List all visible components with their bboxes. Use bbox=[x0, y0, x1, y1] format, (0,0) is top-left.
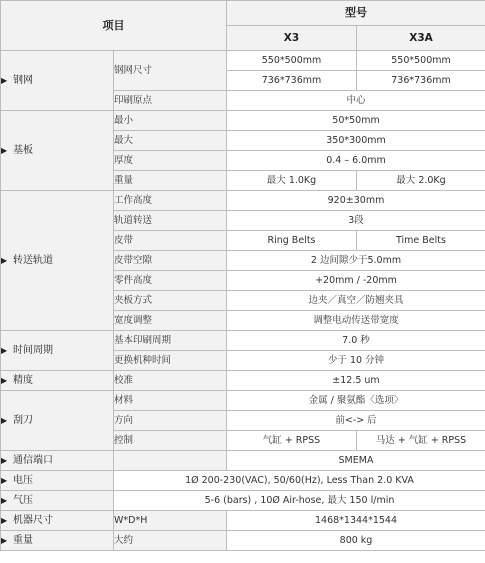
arrow-icon: ▶ bbox=[1, 495, 8, 505]
part-height-value: +20mm / -20mm bbox=[227, 271, 485, 291]
voltage-value: 1Ø 200-230(VAC), 50/60(Hz), Less Than 2.0 KVA bbox=[114, 471, 485, 491]
category-comm bbox=[1, 451, 114, 471]
work-height-label: 工作高度 bbox=[114, 191, 227, 211]
direction-value: 前<-> 后 bbox=[227, 411, 485, 431]
arrow-icon: ▶ bbox=[1, 515, 8, 525]
substrate-min-label: 最小 bbox=[114, 111, 227, 131]
stencil-size-x3-2: 736*736mm bbox=[227, 71, 357, 91]
print-origin-label: 印刷原点 bbox=[114, 91, 227, 111]
arrow-icon: ▶ bbox=[1, 345, 8, 355]
category-label: 精度 bbox=[13, 374, 33, 386]
belt-x3a: Time Belts bbox=[357, 231, 485, 251]
stencil-size-x3a-2: 736*736mm bbox=[357, 71, 485, 91]
category-substrate bbox=[1, 111, 114, 191]
work-height-value: 920±30mm bbox=[227, 191, 485, 211]
category-label: 刮刀 bbox=[13, 414, 33, 426]
belt-gap-label: 皮带空隙 bbox=[114, 251, 227, 271]
material-value: 金属 / 聚氨酯〈选项〉 bbox=[227, 391, 485, 411]
changeover-value: 少于 10 分钟 bbox=[227, 351, 485, 371]
conveyor-row bbox=[1, 191, 485, 211]
arrow-icon: ▶ bbox=[1, 455, 8, 465]
weight-label: 大约 bbox=[114, 531, 227, 551]
arrow-icon: ▶ bbox=[1, 255, 8, 265]
category-label: 转送轨道 bbox=[13, 254, 53, 266]
rail-turn-value: 3段 bbox=[227, 211, 485, 231]
control-x3: 气缸 + RPSS bbox=[227, 431, 357, 451]
rail-turn-label: 轨道转送 bbox=[114, 211, 227, 231]
substrate-min-value: 50*50mm bbox=[227, 111, 485, 131]
category-label: 时间周期 bbox=[13, 344, 53, 356]
cycle-row bbox=[1, 331, 485, 351]
item-header: 项目 bbox=[1, 1, 227, 51]
model-header: 型号 bbox=[227, 1, 485, 26]
substrate-thickness-value: 0.4 – 6.0mm bbox=[227, 151, 485, 171]
category-squeegee bbox=[1, 391, 114, 451]
arrow-icon: ▶ bbox=[1, 375, 8, 385]
part-height-label: 零件高度 bbox=[114, 271, 227, 291]
category-label: 电压 bbox=[13, 474, 33, 486]
category-dimensions bbox=[1, 511, 114, 531]
weight-row bbox=[1, 531, 485, 551]
category-label: 通信端口 bbox=[13, 454, 53, 466]
belt-gap-value: 2 边间隙少于5.0mm bbox=[227, 251, 485, 271]
arrow-icon: ▶ bbox=[1, 75, 8, 85]
changeover-label: 更换机种时间 bbox=[114, 351, 227, 371]
substrate-row bbox=[1, 111, 485, 131]
calibration-label: 校准 bbox=[114, 371, 227, 391]
category-label: 机器尺寸 bbox=[13, 514, 53, 526]
substrate-weight-x3: 最大 1.0Kg bbox=[227, 171, 357, 191]
width-adjust-label: 宽度调整 bbox=[114, 311, 227, 331]
stencil-row bbox=[1, 51, 485, 71]
dimensions-label: W*D*H bbox=[114, 511, 227, 531]
model-x3-header: X3 bbox=[227, 26, 357, 51]
arrow-icon: ▶ bbox=[1, 145, 8, 155]
stencil-size-x3a-1: 550*500mm bbox=[357, 51, 485, 71]
control-label: 控制 bbox=[114, 431, 227, 451]
category-label: 钢网 bbox=[13, 74, 33, 86]
arrow-icon: ▶ bbox=[1, 475, 8, 485]
stencil-size-x3-1: 550*500mm bbox=[227, 51, 357, 71]
category-voltage bbox=[1, 471, 114, 491]
header-row-1 bbox=[1, 1, 485, 26]
substrate-max-value: 350*300mm bbox=[227, 131, 485, 151]
clamp-label: 夹板方式 bbox=[114, 291, 227, 311]
basic-cycle-label: 基本印刷周期 bbox=[114, 331, 227, 351]
print-origin-value: 中心 bbox=[227, 91, 485, 111]
dimensions-value: 1468*1344*1544 bbox=[227, 511, 485, 531]
calibration-value: ±12.5 um bbox=[227, 371, 485, 391]
substrate-max-label: 最大 bbox=[114, 131, 227, 151]
accuracy-row bbox=[1, 371, 485, 391]
substrate-weight-x3a: 最大 2.0Kg bbox=[357, 171, 485, 191]
belt-x3: Ring Belts bbox=[227, 231, 357, 251]
dimensions-row bbox=[1, 511, 485, 531]
clamp-value: 边夹／真空／防翘夹具 bbox=[227, 291, 485, 311]
comm-row bbox=[1, 451, 485, 471]
arrow-icon: ▶ bbox=[1, 415, 8, 425]
air-value: 5-6 (bars) , 10Ø Air-hose, 最大 150 l/min bbox=[114, 491, 485, 511]
direction-label: 方向 bbox=[114, 411, 227, 431]
comm-value: SMEMA bbox=[227, 451, 485, 471]
material-label: 材料 bbox=[114, 391, 227, 411]
air-row bbox=[1, 491, 485, 511]
category-accuracy bbox=[1, 371, 114, 391]
category-cycle bbox=[1, 331, 114, 371]
basic-cycle-value: 7.0 秒 bbox=[227, 331, 485, 351]
category-stencil bbox=[1, 51, 114, 111]
control-x3a: 马达 + 气缸 + RPSS bbox=[357, 431, 485, 451]
squeegee-row bbox=[1, 391, 485, 411]
category-label: 气压 bbox=[13, 494, 33, 506]
comm-sub-empty bbox=[114, 451, 227, 471]
category-weight bbox=[1, 531, 114, 551]
arrow-icon: ▶ bbox=[1, 535, 8, 545]
voltage-row bbox=[1, 471, 485, 491]
stencil-size-label: 钢网尺寸 bbox=[114, 51, 227, 91]
category-label: 基板 bbox=[13, 144, 33, 156]
width-adjust-value: 调整电动传送带宽度 bbox=[227, 311, 485, 331]
substrate-thickness-label: 厚度 bbox=[114, 151, 227, 171]
category-air bbox=[1, 491, 114, 511]
belt-label: 皮带 bbox=[114, 231, 227, 251]
substrate-weight-label: 重量 bbox=[114, 171, 227, 191]
category-label: 重量 bbox=[13, 534, 33, 546]
model-x3a-header: X3A bbox=[357, 26, 485, 51]
weight-value: 800 kg bbox=[227, 531, 485, 551]
category-conveyor bbox=[1, 191, 114, 331]
